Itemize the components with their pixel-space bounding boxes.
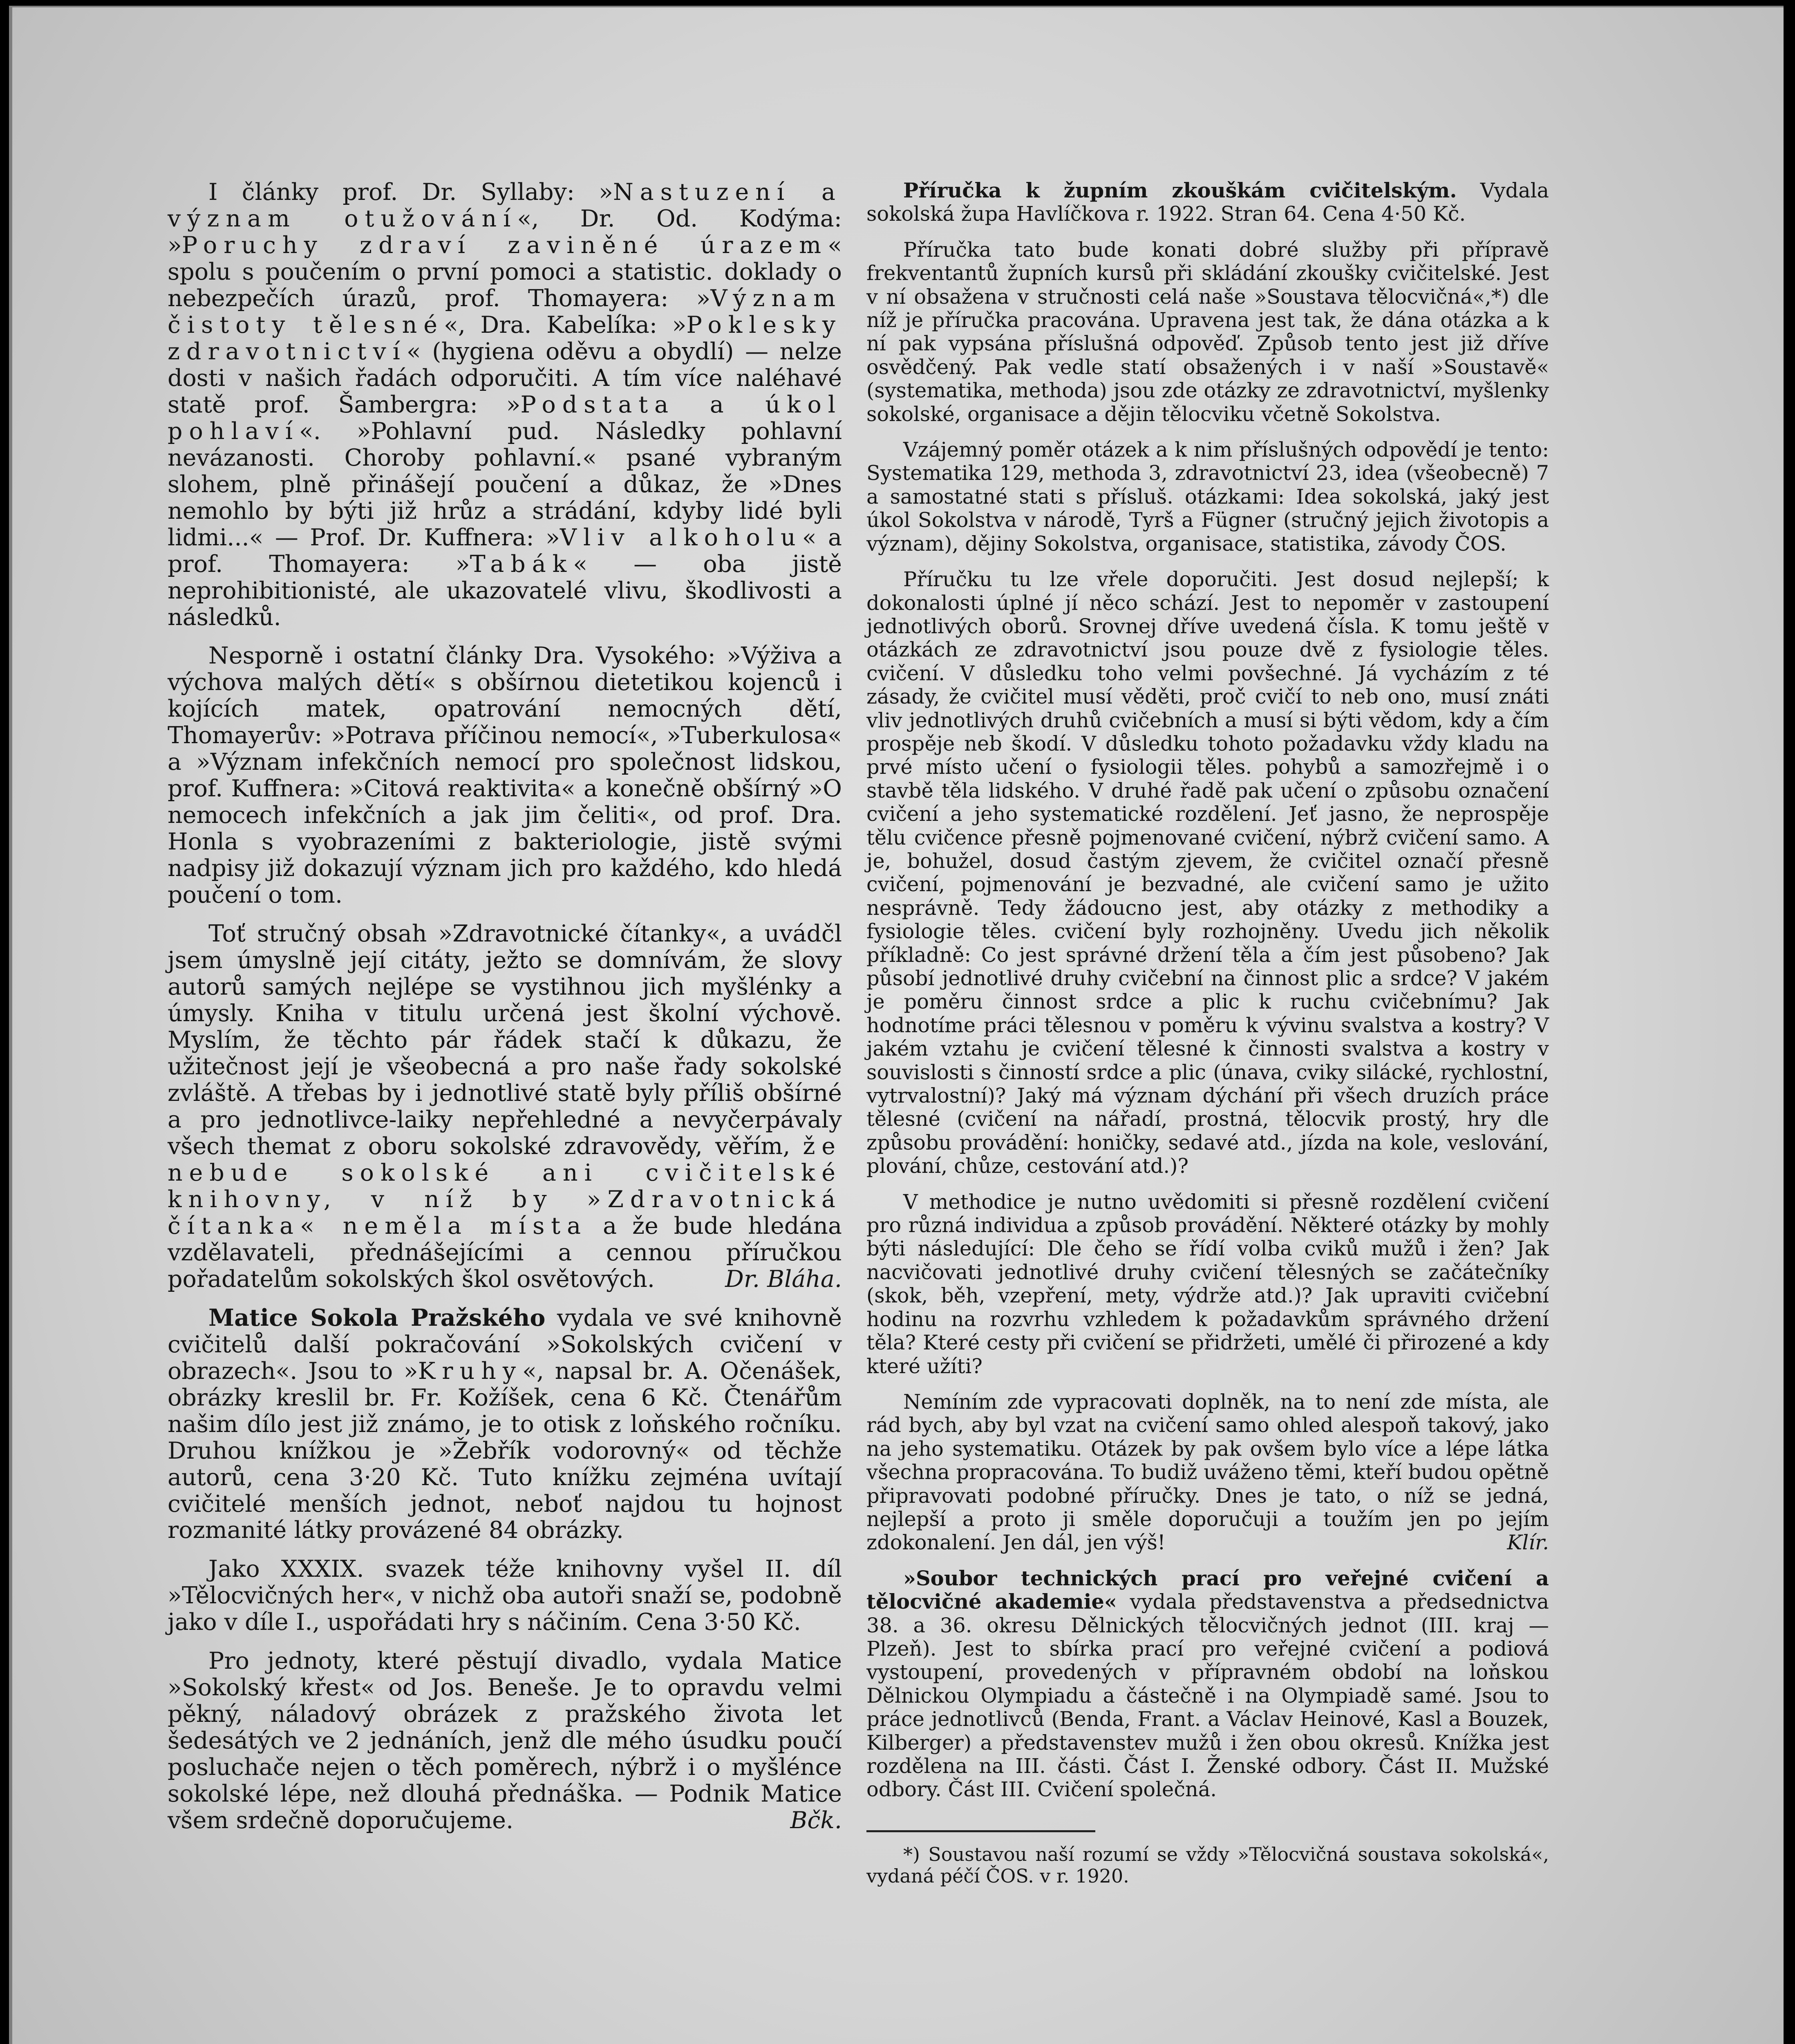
paragraph-matice-sokola: Matice Sokola Pražského vydala ve své knihovně cvičitelů další pokračování »Sokolských cvičení v obrazech«. Jsou to »Kruhy«, napsal br. A. Očenášek, obrázky kreslil br. Fr. Kožíšek, cena 6 Kč. Čtenářům našim dílo jest již známo, je to otisk z loňského ročníku. Druhou knížkou je »Žebřík vodorovný« od těchže autorů, cena 3·20 Kč. Tuto knížku zejména uvítají cvičitelé menších jednot, neboť najdou tu hojnost rozmanité látky provázené 84 obrázky. <box>168 1304 842 1544</box>
spaced-title: Poruchy zdraví zaviněné úrazem <box>181 231 828 259</box>
paragraph-handbook-intro: Příručka tato bude konati dobré služby při přípravě frekventantů župních kursů při skládání zkoušky cvičitelské. Jest v ní obsažena v stručnosti celá naše »Soustava tělocvičná«,*) dle níž je příručka pracována. Upravena jest tak, že dána otázka a k ní pak vypsána příslušná odpověď. Způsob tento jest již dříve osvědčený. Pak vedle statí obsažených i v naší »Soustavě« (systematika, methoda) jsou zde otázky ze zdravotnictví, myšlenky sokolské, organisace a dějin tělocviku včetně Sokolstva. <box>866 238 1549 426</box>
spaced-title: Podstata a úkol pohlaví <box>168 391 842 445</box>
spaced-title: Vliv alkoholu <box>560 524 802 551</box>
spaced-emphasis: že nebude sokolské ani cvičitelské knihovny, v níž by »Zdravotnická čítanka« neměla místa <box>168 1132 842 1239</box>
paragraph-summary: Toť stručný obsah »Zdravotnické čítanky«, a uvádčl jsem úmyslně její citáty, ježto se domnívám, že slovy autorů samých nejlépe se vystihnou jich myšlénky a úmysly. Kniha v titulu určená jest školní výchově. Myslím, že těchto pár řádek stačí k důkazu, že užitečnost její je všeobecná a pro naše řady sokolské zvláště. A třebas by i jednotlivé statě byly příliš obšírné a pro jednotlivce-laiky nepřehledné a nevyčerpávaly všech themat z oboru sokolské zdravovědy, věřím, že nebude sokolské ani cvičitelské knihovny, v níž by »Zdravotnická čítanka« neměla místa a že bude hledána vzdělavateli, přednášejícími a cennou příručkou pořadatelům sokolských škol osvětových. Dr. Bláha. <box>168 920 842 1293</box>
paragraph-methodics: V methodice je nutno uvědomiti si přesně rozdělení cvičení pro různá individua a způsob provádění. Některé otázky by mohly býti následující: Dle čeho se řídí volba cviků mužů i žen? Jak nacvičovati jednotlivé druhy cvičení tělesných se začátečníky (skok, běh, vzepření, mety, výdrže atd.)? Jak upraviti cvičební hodinu na rozvrhu vzhledem k požadavkům správného držení těla? Které cesty při cvičení se přidržeti, umělé či přirozené a kdy které užíti? <box>866 1190 1549 1378</box>
spaced-title: Nastuzení a význam otužování <box>168 179 842 232</box>
section-heading: Matice Sokola Pražského <box>208 1304 546 1331</box>
spaced-title: Tabák <box>470 550 573 578</box>
paragraph-handbook-title: Příručka k župním zkouškám cvičitelským. Vydala sokolská župa Havlíčkova r. 1922. Stran 64. Cena 4·50 Kč. <box>866 179 1549 226</box>
spaced-title: Význam čistoty tělesné <box>168 285 842 338</box>
spaced-title: Kruhy <box>418 1357 522 1385</box>
paragraph-recommendation: Příručku tu lze vřele doporučiti. Jest dosud nejlepší; k dokonalosti úplné jí něco schází. Jest to nepoměr v zastoupení jednotlivých oborů. Srovnej dříve uvedená čísla. K tomu ještě v otázkách ze zdravotnictví jsou pouze dvě z fysiologie těles. cvičení. V důsledku toho velmi povšechné. Já vycházím z té zásady, že cvičitel musí věděti, proč cvičí to neb ono, musí znáti vliv jednotlivých druhů cvičebních a musí si býti vědom, kdy a čím prospěje neb škodí. V důsledku tohoto požadavku vždy kladu na prvé místo učení o fysiologii těles. pohybů a samozřejmě i o stavbě těla lidského. V druhé řadě pak učení o způsobu označení cvičení a jeho systematické rozdělení. Jeť jasno, že neprospěje tělu cvičence přesně pojmenované cvičení, nýbrž cvičení samo. A je, bohužel, dosud častým zjevem, že cvičitel označí přesně cvičení, pojmenování je bezvadné, ale cvičení samo je užito nesprávně. Tedy žádoucno jest, aby otázky z methodiky a fysiologie těles. cvičení byly rozhojněny. Uvedu jich několik příkladně: Co jest správné držení těla a čím jest působeno? Jak působí jednotlivé druhy cvičební na činnost plic a srdce? V jakém je poměru činnost srdce a plic k ruchu cvičebnímu? Jak hodnotíme práci tělesnou v poměru k vývinu svalstva a kostry? V jakém vztahu je cvičení tělesné k činnosti svalstva a kostry v souvislosti s činností srdce a plic (únava, cviky silácké, rychlostní, vytrvalostní)? Jaký má význam dýchání při všech druzích práce tělesné (cvičení na nářadí, prostná, tělocvik prostý, hry dle způsobu provádění: honičky, sedavé atd., jízda na kole, veslování, plování, chůze, cestování atd.)? <box>866 567 1549 1178</box>
signature: Bčk. <box>790 1807 842 1834</box>
paragraph-question-ratio: Vzájemný poměr otázek a k nim příslušných odpovědí je tento: Systematika 129, methoda 3, zdravotnictví 23, idea (všeobecně) 7 a samostatné stati s přísluš. otázkami: Idea sokolská, jaký jest úkol Sokolstva v národě, Tyrš a Fügner (stručný jejich životopis a význam), dějiny Sokolstva, organisace, statistika, závody ČOS. <box>866 438 1549 556</box>
paragraph-games-volume: Jako XXXIX. svazek téže knihovny vyšel II. díl »Tělocvičných her«, v nichž oba autoři snaží se, podobně jako v díle I., uspořádati hry s náčiním. Cena 3·50 Kč. <box>168 1555 842 1636</box>
paragraph-health-articles: I články prof. Dr. Syllaby: »Nastuzení a význam otužování«, Dr. Od. Kodýma: »Poruchy zdraví zaviněné úrazem« spolu s poučením o první pomoci a statistic. doklady o nebezpečích úrazů, prof. Thomayera: »Význam čistoty tělesné«, Dra. Kabelíka: »Poklesky zdravotnictví« (hygiena oděvu a obydlí) — nelze dosti v našich řadách odporučiti. A tím více naléhavé statě prof. Šambergra: »Podstata a úkol pohlaví«. »Pohlavní pud. Následky pohlavní nevázanosti. Choroby pohlavní.« psané vybraným slohem, plně přinášejí poučení a důkaz, že »Dnes nemohlo by býti již hrůz a strádání, kdyby lidé byli lidmi...« — Prof. Dr. Kuffnera: »Vliv alkoholu« a prof. Thomayera: »Tabák« — oba jistě neprohibitionisté, ale ukazovatelé vlivu, škodlivosti a následků. <box>168 179 842 631</box>
signature: Klír. <box>1507 1531 1549 1555</box>
section-heading: Příručka k župním zkouškám cvičitelským. <box>903 179 1457 202</box>
signature: Dr. Bláha. <box>725 1265 842 1293</box>
paragraph-other-articles: Nesporně i ostatní články Dra. Vysokého: »Výživa a výchova malých dětí« s obšírnou dietetikou kojenců i kojících matek, opatrování nemocných dětí, Thomayerův: »Potrava příčinou nemocí«, »Tuberkulosa« a »Význam infekčních nemocí pro společnost lidskou, prof. Kuffnera: »Citová reaktivita« a konečně obšírný »O nemocech infekčních a jak jim čeliti«, od prof. Dra. Honla s vyobrazeními z bakteriologie, jistě svými nadpisy již dokazují význam jich pro každého, kdo hledá poučení o tom. <box>168 642 842 909</box>
paragraph-conclusion: Nemíním zde vypracovati doplněk, na to není zde místa, ale rád bych, aby byl vzat na cvičení samo ohled alespoň takový, jako na jeho systematiku. Otázek by pak ovšem bylo více a lépe látka všechna propracována. To budiž uváženo těmi, kteří budou opětně připravovati podobné příručky. Dnes je tato, o níž se jedná, nejlepší a proto ji směle doporučuji a toužím jen po jejím zdokonalení. Jen dál, jen výš! Klír. <box>866 1390 1549 1555</box>
paragraph-theatre: Pro jednoty, které pěstují divadlo, vydala Matice »Sokolský křest« od Jos. Beneše. Je to opravdu velmi pěkný, náladový obrázek z pražského života let šedesátých ve 2 jednáních, jenž dle mého úsudku poučí posluchače nejen o těch poměrech, nýbrž i o myšlénce sokolské lépe, než dlouhá přednáška. — Podnik Matice všem srdečně doporučujeme. Bčk. <box>168 1647 842 1834</box>
paragraph-technical-works: »Soubor technických prací pro veřejné cvičení a tělocvičné akademie« vydala představenstva a předsednictva 38. a 36. okresu Dělnických tělocvičných jednot (III. kraj — Plzeň). Jest to sbírka prací pro veřejné cvičení a podiová vystoupení, provedených v přípravném období na loňskou Dělnickou Olympiadu a částečně i na Olympiadě samé. Jsou to práce jednotlivců (Benda, Frant. a Václav Heinové, Kasl a Bouzek, Kilberger) a představenstev mužů i žen obou okresů. Knížka jest rozdělena na III. části. Část I. Ženské odbory. Část II. Mužské odbory. Část III. Cvičení společná. <box>866 1566 1549 1802</box>
section-heading: »Soubor technických prací pro veřejné cvičení a tělocvičné akademie« <box>866 1566 1549 1614</box>
spaced-title: Poklesky zdravotnictví <box>168 311 842 365</box>
footnote: *) Soustavou naší rozumí se vždy »Tělocvičná soustava sokolská«, vydaná péčí ČOS. v r. 1920. <box>866 1843 1549 1887</box>
